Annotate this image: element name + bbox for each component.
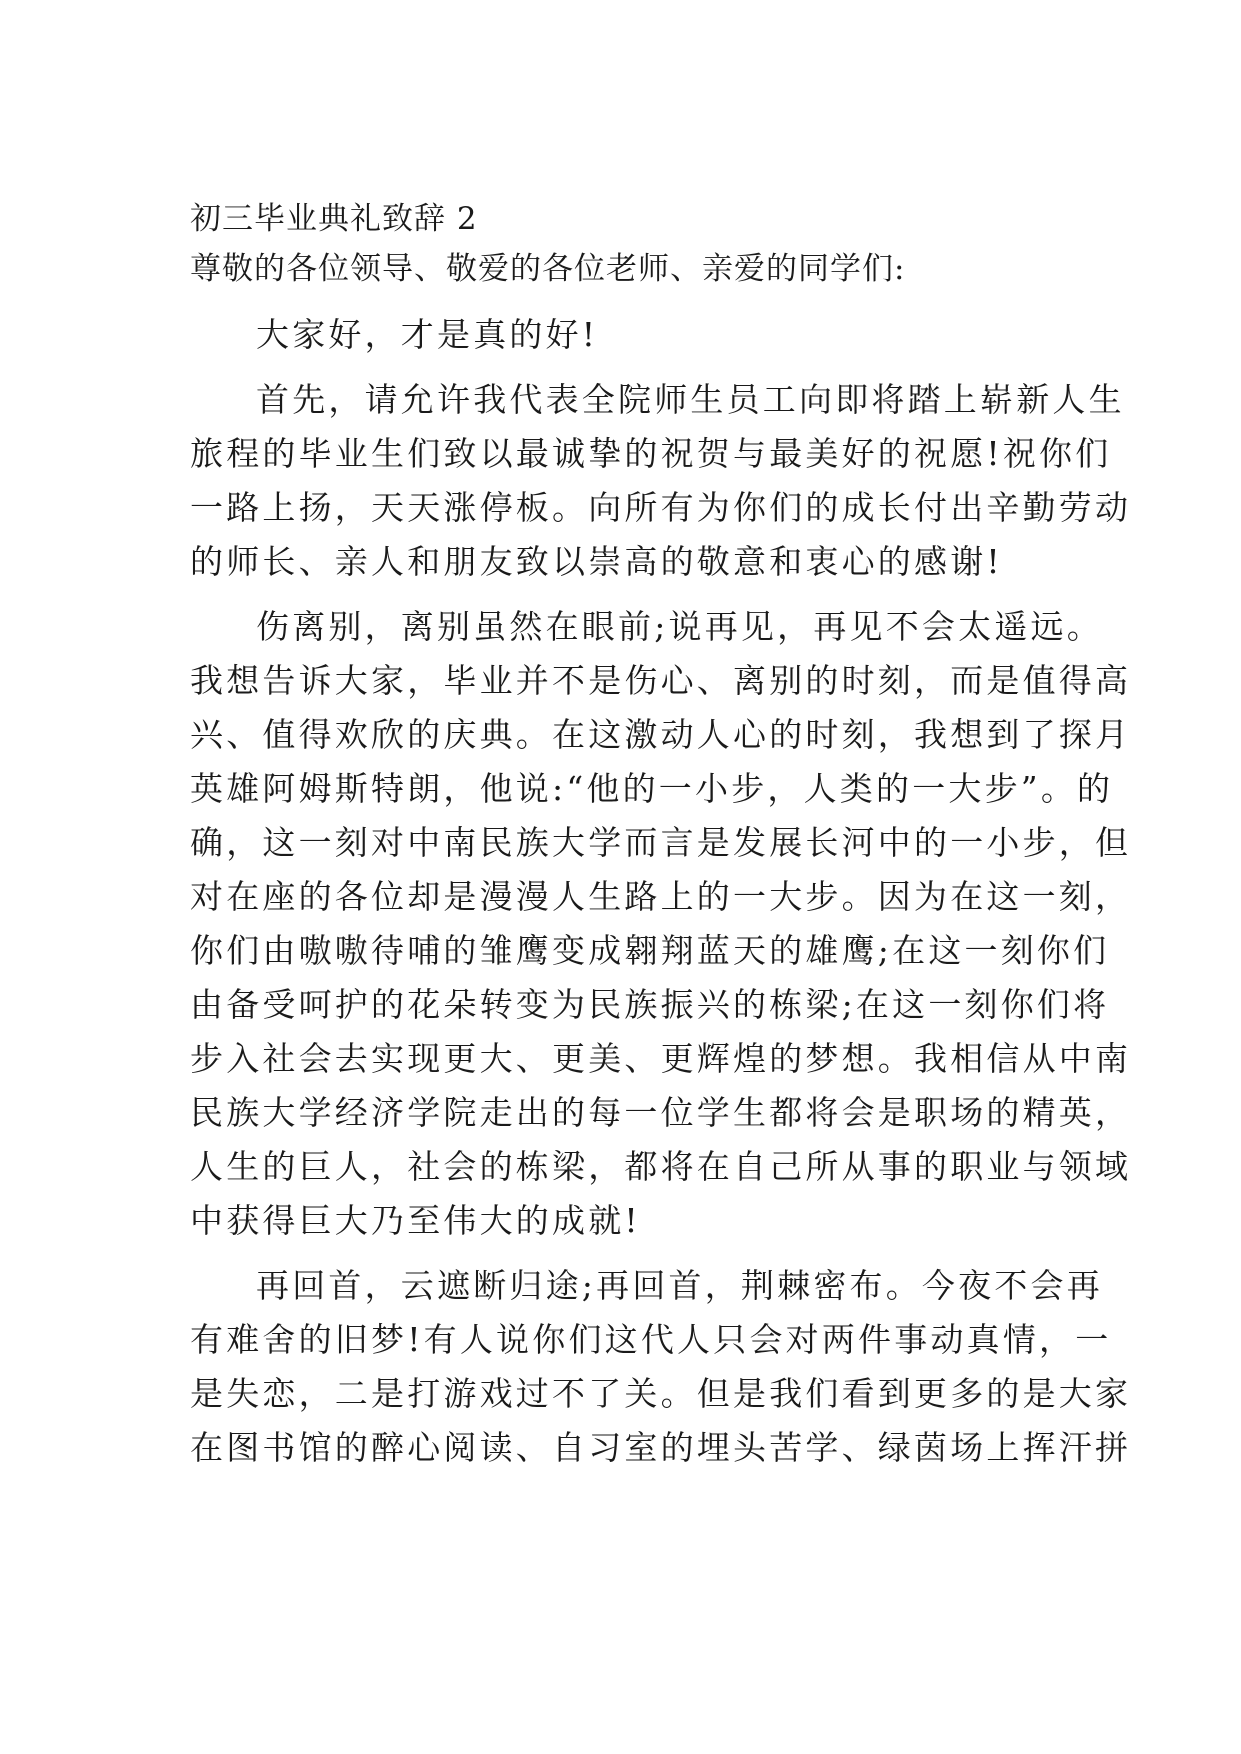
- paragraph-line: 一路上扬，天天涨停板。向所有为你们的成长付出辛勤劳动: [190, 488, 1132, 527]
- document-title: 初三毕业典礼致辞 2: [190, 201, 478, 237]
- paragraph-line: 我想告诉大家，毕业并不是伤心、离别的时刻，而是值得高: [190, 661, 1132, 700]
- paragraph-line: 的师长、亲人和朋友致以崇高的敬意和衷心的感谢!: [190, 542, 1003, 581]
- paragraph-line: 伤离别，离别虽然在眼前;说再见，再见不会太遥远。: [256, 607, 1103, 646]
- paragraph-line: 中获得巨大乃至伟大的成就!: [190, 1201, 641, 1240]
- paragraph-line: 有难舍的旧梦!有人说你们这代人只会对两件事动真情，一: [190, 1320, 1112, 1359]
- paragraph-line: 民族大学经济学院走出的每一位学生都将会是职场的精英，: [190, 1093, 1132, 1132]
- paragraph-line: 英雄阿姆斯特朗，他说:“他的一小步，人类的一大步”。的: [190, 769, 1114, 808]
- paragraph-line: 你们由嗷嗷待哺的雏鹰变成翱翔蓝天的雄鹰;在这一刻你们: [190, 931, 1110, 970]
- paragraph-line: 人生的巨人，社会的栋梁，都将在自己所从事的职业与领域: [190, 1147, 1132, 1186]
- paragraph-line: 大家好，才是真的好!: [256, 315, 599, 354]
- paragraph-line: 兴、值得欢欣的庆典。在这激动人心的时刻，我想到了探月: [190, 715, 1132, 754]
- paragraph: [190, 308, 1052, 362]
- document-body: [190, 194, 1132, 1486]
- salutation: 尊敬的各位领导、敬爱的各位老师、亲爱的同学们:: [190, 251, 906, 287]
- paragraph-line: 再回首，云遮断归途;再回首，荆棘密布。今夜不会再: [256, 1266, 1103, 1305]
- paragraph-line: 在图书馆的醉心阅读、自习室的埋头苦学、绿茵场上挥汗拼: [190, 1428, 1132, 1467]
- paragraph-line: 对在座的各位却是漫漫人生路上的一大步。因为在这一刻，: [190, 877, 1132, 916]
- paragraphs: [190, 308, 1132, 1475]
- paragraph-line: 旅程的毕业生们致以最诚挚的祝贺与最美好的祝愿!祝你们: [190, 434, 1112, 473]
- paragraph-line: 是失恋，二是打游戏过不了关。但是我们看到更多的是大家: [190, 1374, 1132, 1413]
- paragraph-line: 步入社会去实现更大、更美、更辉煌的梦想。我相信从中南: [190, 1039, 1132, 1078]
- paragraph: [190, 600, 1132, 1248]
- paragraph: [190, 1259, 1132, 1475]
- paragraph: [190, 373, 1132, 589]
- paragraph-line: 由备受呵护的花朵转变为民族振兴的栋梁;在这一刻你们将: [190, 985, 1110, 1024]
- paragraph-line: 首先，请允许我代表全院师生员工向即将踏上崭新人生: [256, 380, 1125, 419]
- paragraph-line: 确，这一刻对中南民族大学而言是发展长河中的一小步，但: [190, 823, 1132, 862]
